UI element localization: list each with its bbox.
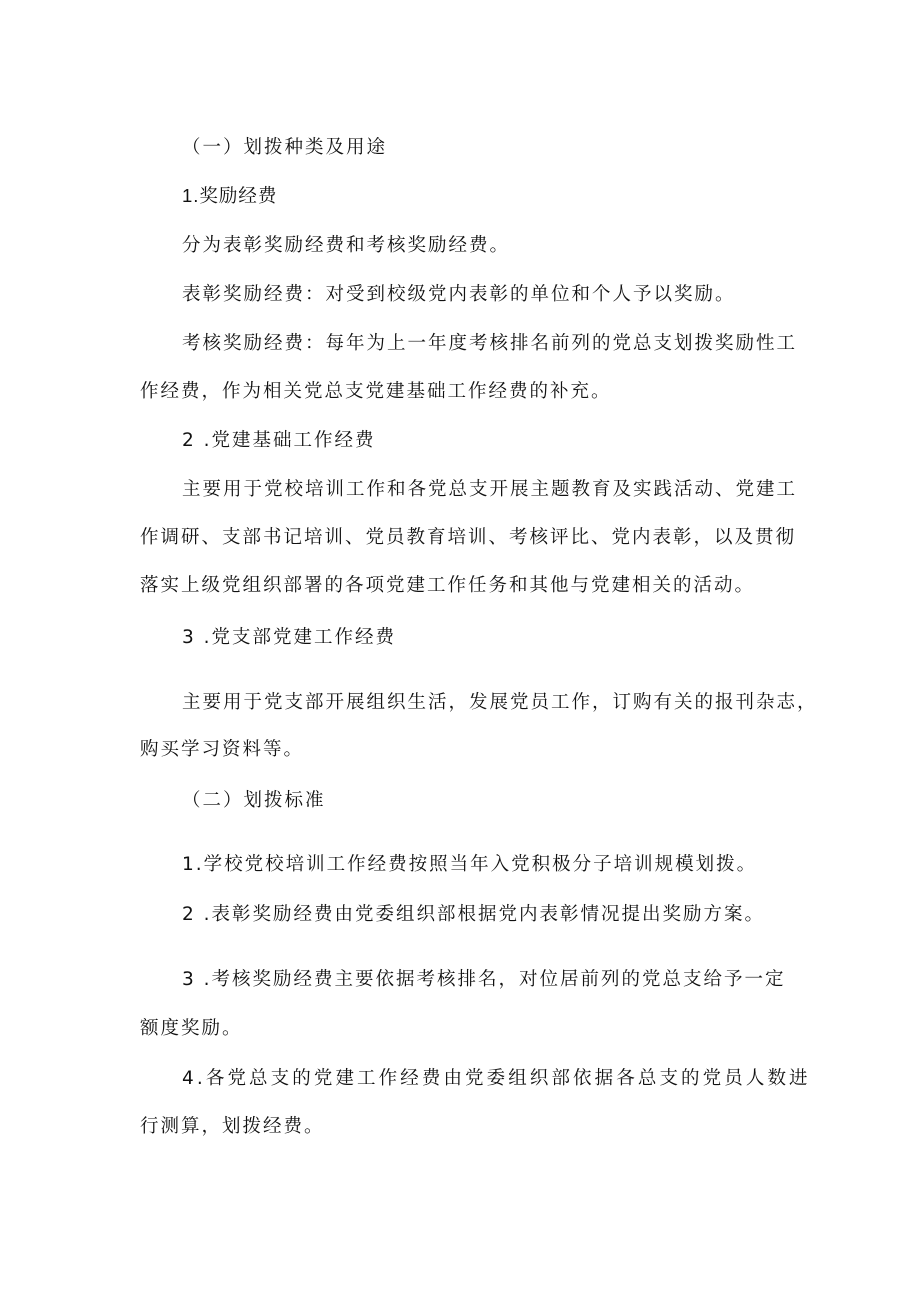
paragraph-reward-funds-types: 分为表彰奖励经费和考核奖励经费。 — [182, 235, 511, 256]
paragraph-party-building-line-3: 落实上级党组织部署的各项党建工作任务和其他与党建相关的活动。 — [140, 575, 756, 596]
paragraph-branch-funds-line-1: 主要用于党支部开展组织生活，发展党员工作，订购有关的报刊杂志， — [182, 692, 818, 713]
paragraph-branch-funds-line-2: 购买学习资料等。 — [140, 739, 305, 760]
standard-item-4-line-1: 4.各党总支的党建工作经费由党委组织部依据各总支的党员人数进 — [182, 1068, 811, 1089]
paragraph-party-building-line-1: 主要用于党校培训工作和各党总支开展主题教育及实践活动、党建工 — [182, 479, 798, 500]
standard-item-1: 1.学校党校培训工作经费按照当年入党积极分子培训规模划拨。 — [182, 854, 758, 875]
section-heading-allocation-types: （一）划拨种类及用途 — [182, 137, 388, 158]
subheading-reward-funds: 1.奖励经费 — [182, 185, 278, 206]
standard-item-3-line-1: 3 .考核奖励经费主要依据考核排名，对位居前列的党总支给予一定 — [182, 969, 786, 990]
paragraph-assessment-reward-line-1: 考核奖励经费：每年为上一年度考核排名前列的党总支划拨奖励性工 — [182, 333, 798, 354]
standard-item-4-line-2: 行测算，划拨经费。 — [140, 1116, 325, 1137]
paragraph-party-building-line-2: 作调研、支部书记培训、党员教育培训、考核评比、党内表彰，以及贯彻 — [140, 527, 797, 548]
paragraph-assessment-reward-line-2: 作经费，作为相关党总支党建基础工作经费的补充。 — [140, 381, 612, 402]
standard-item-2: 2 .表彰奖励经费由党委组织部根据党内表彰情况提出奖励方案。 — [182, 904, 766, 925]
standard-item-3-line-2: 额度奖励。 — [140, 1018, 243, 1039]
section-heading-allocation-standards: （二）划拨标准 — [182, 790, 326, 811]
subheading-party-building-funds: 2 .党建基础工作经费 — [182, 430, 376, 451]
subheading-branch-funds: 3 .党支部党建工作经费 — [182, 627, 397, 648]
paragraph-commendation-reward: 表彰奖励经费：对受到校级党内表彰的单位和个人予以奖励。 — [182, 284, 736, 305]
